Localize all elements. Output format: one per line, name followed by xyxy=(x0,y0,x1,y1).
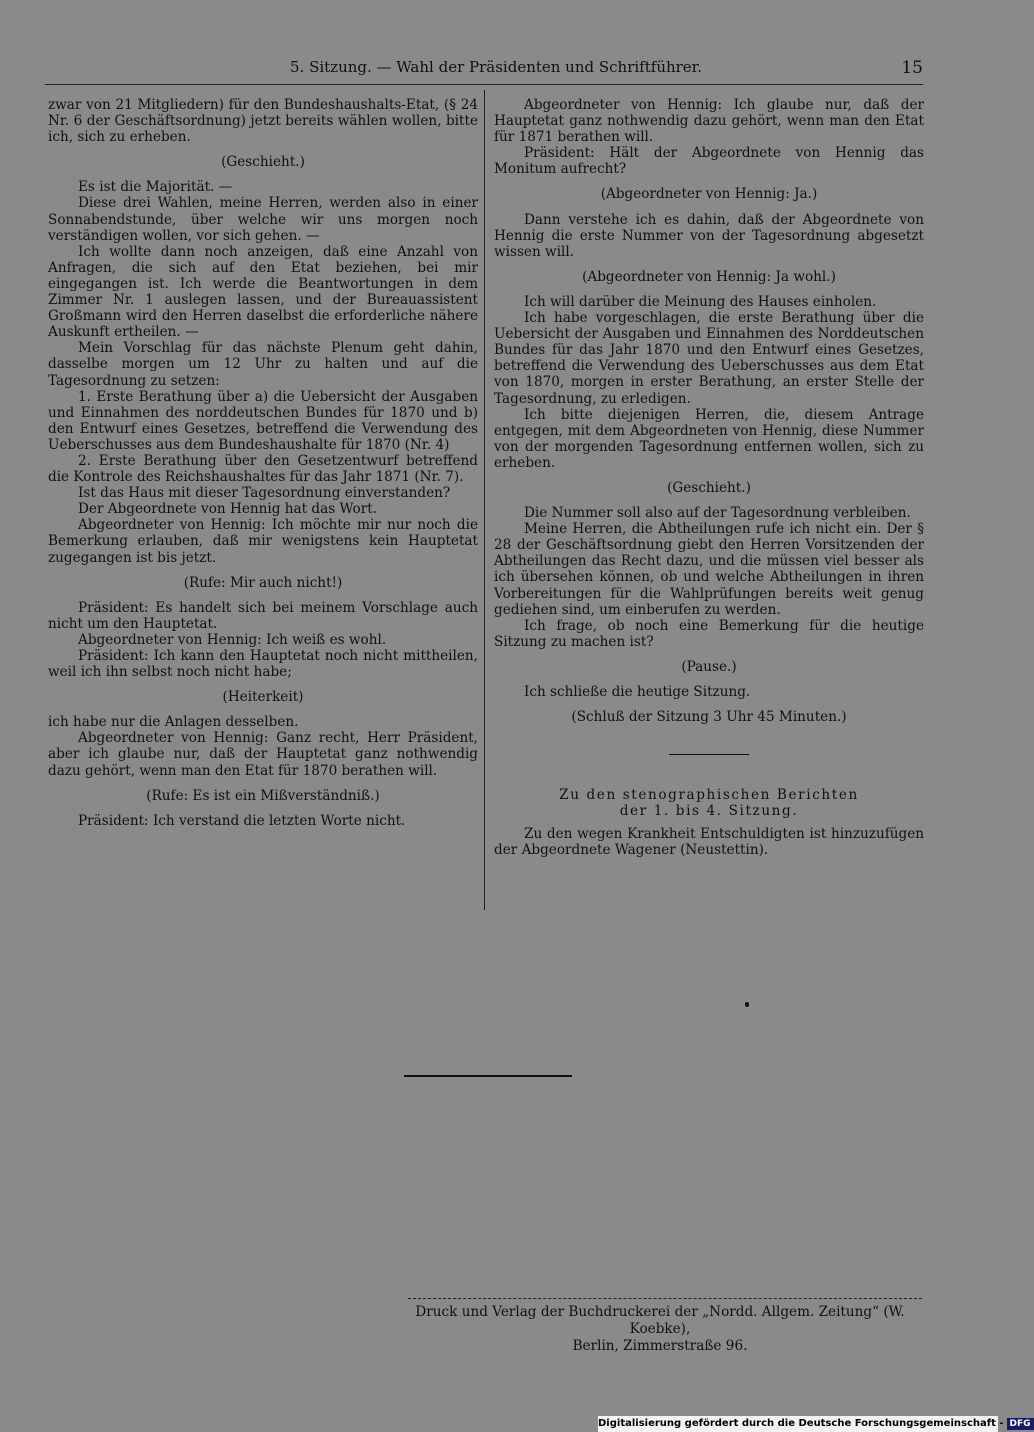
section-rule xyxy=(669,754,749,755)
interjection: (Rufe: Es ist ein Mißverständniß.) xyxy=(146,787,380,804)
paragraph: zwar von 21 Mitgliedern) für den Bundeshaushalts-Etat, (§ 24 Nr. 6 der Geschäftsordnung) jetzt bereits wählen wollen, bitte ich, sich zu erheben. xyxy=(48,97,478,146)
page-title: 5. Sitzung. — Wahl der Präsidenten und Schriftführer. xyxy=(290,58,702,76)
interjection: (Geschieht.) xyxy=(667,479,751,496)
paragraph: Abgeordneter von Hennig: Ich glaube nur, daß der Hauptetat ganz nothwendig dazu gehört, wenn man den Etat für 1871 berathen will. xyxy=(494,97,924,146)
addendum-heading: Zu den stenographischen Berichten xyxy=(559,787,859,804)
paragraph: Abgeordneter von Hennig: Ganz recht, Herr Präsident, aber ich glaube nur, daß der Hauptetat ganz nothwendig dazu gehört, wenn man den Etat für 1870 berathen will. xyxy=(48,730,478,779)
paragraph: Mein Vorschlag für das nächste Plenum geht dahin, dasselbe morgen um 12 Uhr zu halten und auf die Tagesordnung zu setzen: xyxy=(48,340,478,389)
paragraph: Abgeordneter von Hennig: Ich möchte mir nur noch die Bemerkung erlauben, daß mir wenigstens kein Hauptetat zugegangen ist bis jetzt. xyxy=(48,517,478,566)
paragraph: Ich wollte dann noch anzeigen, daß eine Anzahl von Anfragen, die sich auf den Etat beziehen, bei mir eingegangen ist. Ich werde die Beantwortungen in dem Zimmer Nr. 1 auslegen lassen, und der Bureauassistent Großmann wird den Herren daselbst die erforderliche nähere Auskunft ertheilen. — xyxy=(48,243,478,341)
column-divider xyxy=(484,90,485,910)
paragraph: Meine Herren, die Abtheilungen rufe ich nicht ein. Der § 28 der Geschäftsordnung giebt den Herren Vorsitzenden der Abtheilungen das Recht dazu, und die müssen viel besser als ich übersehen können, ob und welche Abtheilungen in ihren Vorbereitungen für die Wahlprüfungen bereits weit genug gediehen sind, um einberufen zu werden. xyxy=(494,521,924,618)
right-column-body xyxy=(494,97,924,734)
right-column xyxy=(494,97,924,859)
imprint-line-1: Druck und Verlag der Buchdruckerei der „Nordd. Allgem. Zeitung“ (W. Koebke), xyxy=(415,1304,905,1337)
paragraph: Präsident: Hält der Abgeordnete von Hennig das Monitum aufrecht? xyxy=(494,145,924,178)
running-header xyxy=(45,58,923,80)
imprint-line-2: Berlin, Zimmerstraße 96. xyxy=(572,1338,748,1354)
interjection: (Geschieht.) xyxy=(221,154,305,171)
header-rule xyxy=(45,84,923,85)
paragraph: Präsident: Ich kann den Hauptetat noch nicht mittheilen, weil ich ihn selbst noch nicht habe; xyxy=(48,648,478,681)
paragraph: Ich habe vorgeschlagen, die erste Berathung über die Uebersicht der Ausgaben und Einnahmen des Norddeutschen Bundes für das Jahr 1870 und den Entwurf eines Gesetzes, betreffend die Verwendung des Ueberschusses aus dem Etat von 1870, morgen in erster Berathung, an erster Stelle der Tagesordnung, zu erledigen. xyxy=(494,310,924,407)
paragraph: ich habe nur die Anlagen desselben. xyxy=(48,714,299,731)
paragraph: Abgeordneter von Hennig: Ich weiß es wohl. xyxy=(78,631,387,648)
paragraph: Diese drei Wahlen, meine Herren, werden also in einer Sonnabendstunde, über welche wir uns morgen noch verständigen wollen, vor sich gehen. — xyxy=(48,195,478,244)
dfg-logo: DFG xyxy=(1007,1418,1034,1430)
end-rule xyxy=(404,1075,572,1077)
page-number: 15 xyxy=(901,58,923,78)
paragraph: Die Nummer soll also auf der Tagesordnung verbleiben. xyxy=(524,505,911,522)
paragraph: Es ist die Majorität. — xyxy=(78,179,233,196)
paragraph: 2. Erste Berathung über den Gesetzentwurf betreffend die Kontrole des Reichshaushaltes für das Jahr 1871 (Nr. 7). xyxy=(48,452,478,486)
paragraph: 1. Erste Berathung über a) die Uebersicht der Ausgaben und Einnahmen des norddeutschen Bundes für 1870 und b) den Entwurf eines Gesetzes, betreffend die Verwendung des Ueberschusses aus dem Bundeshaushalte für 1870 (Nr. 4) xyxy=(48,388,478,453)
paragraph: Ich will darüber die Meinung des Hauses einholen. xyxy=(524,293,877,310)
digitization-footer xyxy=(598,1416,1031,1432)
left-column xyxy=(48,97,478,829)
addendum-text: Zu den wegen Krankheit Entschuldigten ist hinzuzufügen der Abgeordnete Wagener (Neustettin). xyxy=(494,826,924,859)
paragraph: Ich schließe die heutige Sitzung. xyxy=(524,684,751,700)
paragraph: Ich bitte diejenigen Herren, die, diesem Antrage entgegen, mit dem Abgeordneten von Hennig, diese Nummer von der morgenden Tagesordnung entfernen wollen, sich zu erheben. xyxy=(494,406,924,471)
interjection: (Abgeordneter von Hennig: Ja.) xyxy=(600,186,818,203)
paragraph: Präsident: Es handelt sich bei meinem Vorschlage auch nicht um den Hauptetat. xyxy=(48,599,478,632)
footer-text: Digitalisierung gefördert durch die Deutsche Forschungsgemeinschaft - xyxy=(598,1418,1004,1429)
paragraph: Dann verstehe ich es dahin, daß der Abgeordnete von Hennig die erste Nummer von der Tagesordnung abgesetzt wissen will. xyxy=(494,211,924,260)
addendum-subheading: der 1. bis 4. Sitzung. xyxy=(619,803,799,820)
printer-imprint xyxy=(390,1304,930,1355)
interjection: (Schluß der Sitzung 3 Uhr 45 Minuten.) xyxy=(571,709,847,726)
interjection: (Abgeordneter von Hennig: Ja wohl.) xyxy=(582,268,836,285)
paragraph: Ich frage, ob noch eine Bemerkung für die heutige Sitzung zu machen ist? xyxy=(494,617,924,650)
paragraph: Ist das Haus mit dieser Tagesordnung einverstanden? xyxy=(78,485,451,502)
paragraph: Präsident: Ich verstand die letzten Worte nicht. xyxy=(78,812,406,829)
interjection: (Rufe: Mir auch nicht!) xyxy=(183,574,343,591)
ink-speck xyxy=(745,1002,749,1007)
imprint-rule xyxy=(408,1298,922,1299)
paragraph: Der Abgeordnete von Hennig hat das Wort. xyxy=(78,501,378,518)
interjection: (Heiterkeit) xyxy=(222,689,304,706)
interjection: (Pause.) xyxy=(681,658,737,675)
